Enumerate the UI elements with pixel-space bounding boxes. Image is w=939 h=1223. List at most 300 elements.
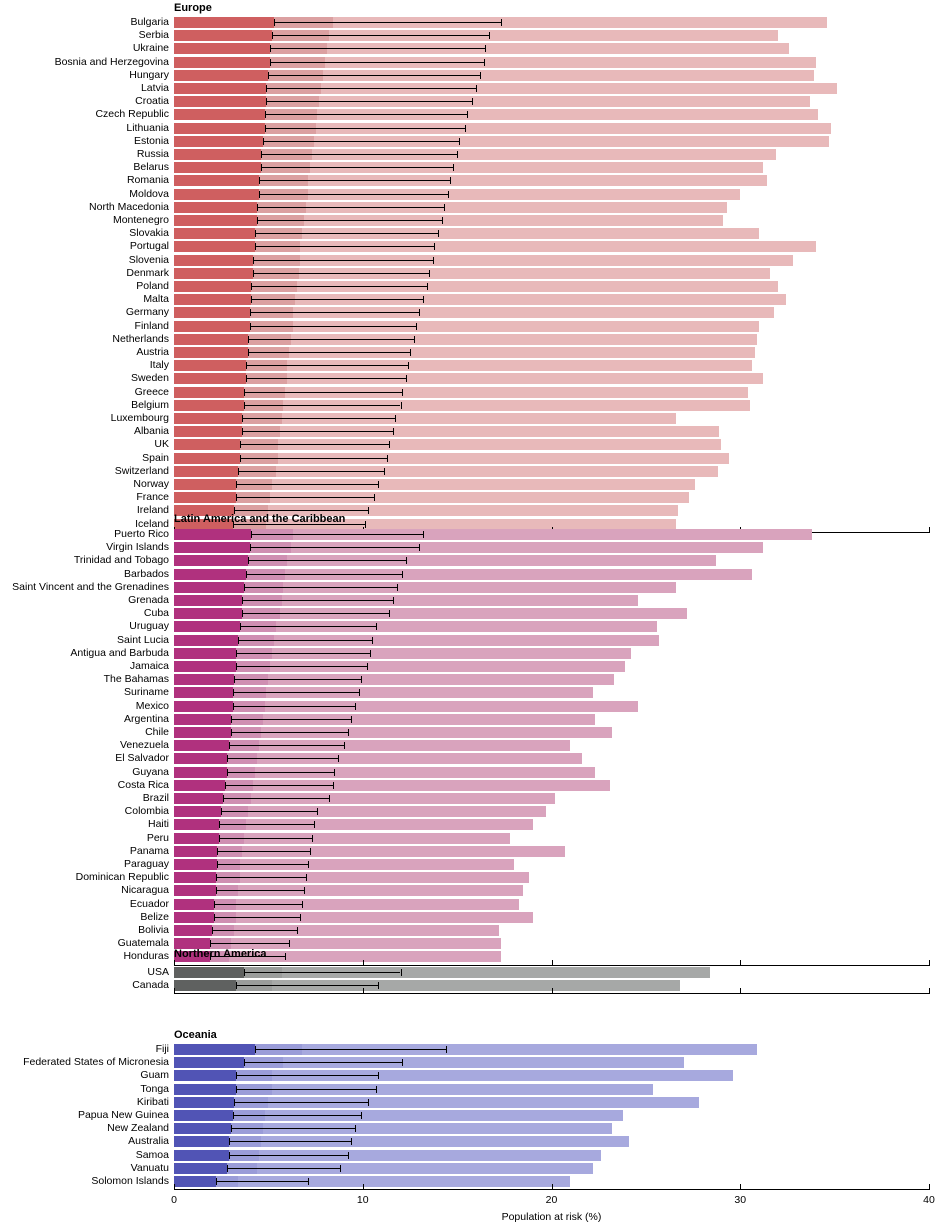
error-bar-cap xyxy=(236,481,237,488)
error-bar-cap xyxy=(370,650,371,657)
error-bar-cap xyxy=(248,349,249,356)
error-bar-cap xyxy=(255,1046,256,1053)
country-label: Belarus xyxy=(133,161,169,174)
error-bar-cap xyxy=(234,676,235,683)
error-bar-cap xyxy=(229,1152,230,1159)
error-bar-cap xyxy=(317,808,318,815)
error-bar-cap xyxy=(266,85,267,92)
error-bar-cap xyxy=(423,296,424,303)
country-label: New Zealand xyxy=(107,1122,169,1135)
error-bar-cap xyxy=(501,19,502,26)
country-label: Hungary xyxy=(129,68,169,81)
error-bar xyxy=(251,286,427,287)
error-bar xyxy=(236,1089,376,1090)
error-bar xyxy=(246,365,408,366)
bar-segment-dark xyxy=(174,912,214,923)
error-bar xyxy=(233,692,359,693)
error-bar-cap xyxy=(210,940,211,947)
error-bar xyxy=(234,679,360,680)
country-label: Grenada xyxy=(128,594,169,606)
error-bar-cap xyxy=(314,821,315,828)
error-bar-cap xyxy=(300,914,301,921)
error-bar-cap xyxy=(367,663,368,670)
bar-segment-dark xyxy=(174,307,250,318)
error-bar xyxy=(240,444,389,445)
country-label: Uruguay xyxy=(129,620,169,633)
x-axis-tick xyxy=(929,960,930,965)
error-bar xyxy=(236,1075,378,1076)
error-bar xyxy=(236,497,374,498)
error-bar-cap xyxy=(306,874,307,881)
error-bar-cap xyxy=(406,375,407,382)
error-bar-cap xyxy=(304,887,305,894)
error-bar-cap xyxy=(333,782,334,789)
error-bar xyxy=(225,785,333,786)
country-label: North Macedonia xyxy=(89,200,169,213)
error-bar-cap xyxy=(236,982,237,989)
error-bar-cap xyxy=(244,584,245,591)
country-label: Germany xyxy=(125,306,169,319)
country-label: Saint Vincent and the Grenadines xyxy=(12,580,169,593)
bar-segment-dark xyxy=(174,701,233,712)
bar-segment-dark xyxy=(174,967,244,978)
error-bar xyxy=(257,220,442,221)
error-bar xyxy=(265,114,467,115)
error-bar xyxy=(270,62,483,63)
bar-segment-dark xyxy=(174,268,253,279)
country-label: Guatemala xyxy=(117,937,169,950)
bar-segment-dark xyxy=(174,17,274,28)
bar-segment-dark xyxy=(174,1084,236,1095)
error-bar-cap xyxy=(216,874,217,881)
error-bar-cap xyxy=(387,455,388,462)
country-label: Solomon Islands xyxy=(91,1175,169,1187)
error-bar-cap xyxy=(310,848,311,855)
error-bar-cap xyxy=(442,217,443,224)
error-bar-cap xyxy=(253,257,254,264)
country-label: Nicaragua xyxy=(121,884,169,897)
x-axis-line xyxy=(174,1189,930,1190)
x-axis-tick xyxy=(929,1184,930,1189)
error-bar-cap xyxy=(242,597,243,604)
error-bar-cap xyxy=(244,969,245,976)
error-bar xyxy=(229,1155,348,1156)
error-bar xyxy=(266,88,476,89)
bar-segment-dark xyxy=(174,70,268,81)
country-label: Cuba xyxy=(143,607,169,620)
country-label: Slovenia xyxy=(128,253,169,266)
error-bar-cap xyxy=(368,507,369,514)
country-label: Suriname xyxy=(124,686,169,699)
error-bar xyxy=(248,352,410,353)
error-bar-cap xyxy=(266,98,267,105)
error-bar xyxy=(240,458,387,459)
bar-segment-dark xyxy=(174,413,242,424)
error-bar-cap xyxy=(214,901,215,908)
country-label: Malta xyxy=(143,293,169,306)
x-axis-tick xyxy=(363,1184,364,1189)
error-bar-cap xyxy=(427,283,428,290)
bar-segment-dark xyxy=(174,426,242,437)
country-label: Canada xyxy=(132,979,169,992)
bar-segment-dark xyxy=(174,1163,227,1174)
bar-segment-dark xyxy=(174,123,265,134)
error-bar xyxy=(217,864,308,865)
country-label: Colombia xyxy=(124,805,169,818)
bar-segment-dark xyxy=(174,1176,216,1187)
error-bar-cap xyxy=(414,336,415,343)
bar-segment-dark xyxy=(174,661,236,672)
bar-segment-dark xyxy=(174,57,270,68)
error-bar-cap xyxy=(251,531,252,538)
error-bar-cap xyxy=(263,138,264,145)
x-axis-tick xyxy=(740,988,741,993)
error-bar xyxy=(236,484,378,485)
error-bar-cap xyxy=(270,59,271,66)
error-bar xyxy=(253,260,432,261)
error-bar-cap xyxy=(227,1165,228,1172)
error-bar xyxy=(227,772,335,773)
x-axis-tick xyxy=(174,1184,175,1189)
bar-segment-dark xyxy=(174,453,240,464)
x-axis-tick-label: 10 xyxy=(356,1194,369,1207)
error-bar-cap xyxy=(212,927,213,934)
country-label: Barbados xyxy=(124,567,169,580)
error-bar xyxy=(261,167,454,168)
bar-segment-dark xyxy=(174,980,236,991)
error-bar-cap xyxy=(240,623,241,630)
panel-title: Oceania xyxy=(174,1029,217,1041)
error-bar-cap xyxy=(242,428,243,435)
error-bar xyxy=(227,758,338,759)
bar-segment-dark xyxy=(174,1110,233,1121)
error-bar xyxy=(229,1141,352,1142)
bar-segment-dark xyxy=(174,30,272,41)
error-bar-cap xyxy=(361,1112,362,1119)
error-bar-cap xyxy=(219,835,220,842)
country-label: Latvia xyxy=(140,82,169,94)
error-bar xyxy=(233,706,356,707)
error-bar-cap xyxy=(434,243,435,250)
country-label: Czech Republic xyxy=(95,108,169,121)
country-label: Slovakia xyxy=(129,227,169,240)
error-bar-cap xyxy=(465,125,466,132)
error-bar xyxy=(236,666,366,667)
bar-segment-dark xyxy=(174,1136,229,1147)
error-bar-cap xyxy=(265,111,266,118)
country-label: Venezuela xyxy=(119,739,169,752)
bar-segment-dark xyxy=(174,189,259,200)
error-bar-cap xyxy=(334,769,335,776)
error-bar-cap xyxy=(261,164,262,171)
error-bar-cap xyxy=(219,821,220,828)
error-bar-cap xyxy=(244,389,245,396)
bar-segment-dark xyxy=(174,215,257,226)
country-label: Portugal xyxy=(129,240,169,253)
error-bar-cap xyxy=(236,650,237,657)
error-bar-cap xyxy=(236,1072,237,1079)
bar-segment-dark xyxy=(174,555,248,566)
error-bar-cap xyxy=(374,494,375,501)
country-label: Peru xyxy=(146,831,169,844)
error-bar xyxy=(221,811,317,812)
error-bar xyxy=(265,128,465,129)
x-axis-tick xyxy=(174,988,175,993)
error-bar xyxy=(255,1049,446,1050)
country-label: Greece xyxy=(134,385,169,398)
bar-segment-dark xyxy=(174,321,250,332)
bar-segment-dark xyxy=(174,674,234,685)
country-label: Guyana xyxy=(132,765,169,778)
bar-segment-dark xyxy=(174,347,248,358)
error-bar-cap xyxy=(389,610,390,617)
error-bar-cap xyxy=(253,270,254,277)
country-label: Dominican Republic xyxy=(75,871,169,884)
error-bar-cap xyxy=(236,1086,237,1093)
error-bar xyxy=(216,1181,308,1182)
error-bar xyxy=(223,798,329,799)
error-bar-cap xyxy=(233,689,234,696)
error-bar-cap xyxy=(344,742,345,749)
error-bar-cap xyxy=(459,138,460,145)
error-bar-cap xyxy=(233,703,234,710)
error-bar-cap xyxy=(285,953,286,960)
error-bar-cap xyxy=(378,481,379,488)
error-bar-cap xyxy=(457,151,458,158)
error-bar-cap xyxy=(231,729,232,736)
error-bar xyxy=(250,326,416,327)
x-axis-tick xyxy=(740,960,741,965)
country-label: Honduras xyxy=(123,950,169,963)
error-bar xyxy=(236,653,370,654)
error-bar xyxy=(244,972,401,973)
x-axis-tick-label: 30 xyxy=(734,1194,747,1207)
x-axis-tick xyxy=(363,988,364,993)
bar-segment-dark xyxy=(174,175,259,186)
x-axis-title: Population at risk (%) xyxy=(501,1211,602,1223)
bar-segment-dark xyxy=(174,241,255,252)
bar-segment-dark xyxy=(174,846,217,857)
country-label: Sweden xyxy=(131,372,169,385)
bar-segment-dark xyxy=(174,806,221,817)
bar-segment-dark xyxy=(174,872,216,883)
country-label: Italy xyxy=(149,359,169,372)
error-bar-cap xyxy=(308,861,309,868)
error-bar xyxy=(259,194,448,195)
error-bar xyxy=(251,534,423,535)
country-label: Montenegro xyxy=(112,214,169,226)
country-label: Antigua and Barbuda xyxy=(70,646,169,659)
error-bar-cap xyxy=(231,1125,232,1132)
bar-segment-dark xyxy=(174,740,229,751)
error-bar-cap xyxy=(244,1059,245,1066)
panel-title: Europe xyxy=(174,2,212,14)
error-bar-cap xyxy=(429,270,430,277)
bar-segment-dark xyxy=(174,136,263,147)
error-bar xyxy=(246,378,406,379)
error-bar-cap xyxy=(446,1046,447,1053)
error-bar-cap xyxy=(416,323,417,330)
error-bar-cap xyxy=(408,362,409,369)
country-label: Albania xyxy=(133,425,169,438)
bar-segment-dark xyxy=(174,479,236,490)
bar-segment-dark xyxy=(174,202,257,213)
error-bar-cap xyxy=(476,85,477,92)
error-bar xyxy=(268,75,479,76)
error-bar-cap xyxy=(251,296,252,303)
error-bar-cap xyxy=(236,494,237,501)
bar-segment-dark xyxy=(174,608,242,619)
x-axis-line xyxy=(174,993,930,994)
error-bar-cap xyxy=(242,610,243,617)
error-bar-cap xyxy=(265,125,266,132)
panel-title: Northern America xyxy=(174,948,267,960)
country-label: Ireland xyxy=(136,504,169,517)
error-bar xyxy=(219,838,311,839)
error-bar xyxy=(251,299,423,300)
country-label: Estonia xyxy=(133,134,169,147)
error-bar-cap xyxy=(233,1112,234,1119)
bar-segment-dark xyxy=(174,162,261,173)
error-bar-cap xyxy=(393,597,394,604)
error-bar xyxy=(266,101,472,102)
country-label: Australia xyxy=(128,1135,169,1148)
country-label: Spain xyxy=(142,451,169,464)
error-bar-cap xyxy=(402,1059,403,1066)
error-bar xyxy=(212,930,297,931)
error-bar-cap xyxy=(368,1099,369,1106)
country-label: Switzerland xyxy=(114,464,169,477)
error-bar-cap xyxy=(302,901,303,908)
country-label: Denmark xyxy=(126,266,169,279)
x-axis-tick xyxy=(552,960,553,965)
error-bar-cap xyxy=(270,45,271,52)
error-bar-cap xyxy=(351,1138,352,1145)
bar-segment-dark xyxy=(174,294,251,305)
country-label: USA xyxy=(147,966,169,978)
country-label: Bulgaria xyxy=(130,16,169,28)
country-label: Fiji xyxy=(155,1043,169,1055)
error-bar-cap xyxy=(423,531,424,538)
x-axis-tick xyxy=(740,1184,741,1189)
error-bar-cap xyxy=(216,887,217,894)
error-bar-cap xyxy=(448,191,449,198)
error-bar-cap xyxy=(216,1178,217,1185)
bar-segment-dark xyxy=(174,925,212,936)
country-label: Iceland xyxy=(135,517,169,530)
error-bar xyxy=(214,917,301,918)
error-bar-cap xyxy=(255,243,256,250)
error-bar xyxy=(270,48,485,49)
error-bar-cap xyxy=(308,1178,309,1185)
country-label: The Bahamas xyxy=(103,673,169,686)
country-label: Puerto Rico xyxy=(114,528,169,540)
error-bar-cap xyxy=(227,769,228,776)
error-bar-cap xyxy=(438,230,439,237)
error-bar-cap xyxy=(248,557,249,564)
error-bar-cap xyxy=(250,544,251,551)
country-label: Belize xyxy=(140,910,169,923)
error-bar xyxy=(242,613,389,614)
country-label: Virgin Islands xyxy=(106,541,169,554)
country-label: Kiribati xyxy=(136,1095,169,1108)
country-label: Jamaica xyxy=(129,660,169,672)
error-bar-cap xyxy=(378,1072,379,1079)
bar-segment-dark xyxy=(174,228,255,239)
country-label: Vanuatu xyxy=(130,1161,169,1174)
error-bar xyxy=(257,207,444,208)
error-bar-cap xyxy=(238,637,239,644)
error-bar-cap xyxy=(365,521,366,528)
error-bar-cap xyxy=(238,468,239,475)
error-bar-cap xyxy=(355,703,356,710)
error-bar xyxy=(244,405,401,406)
error-bar-cap xyxy=(444,204,445,211)
x-axis-tick xyxy=(552,988,553,993)
error-bar xyxy=(250,312,420,313)
x-axis-tick xyxy=(174,960,175,965)
error-bar-cap xyxy=(251,283,252,290)
country-label: Norway xyxy=(133,478,169,490)
country-label: Bosnia and Herzegovina xyxy=(54,55,169,68)
error-bar-cap xyxy=(234,1099,235,1106)
bar-segment-dark xyxy=(174,767,227,778)
error-bar-cap xyxy=(376,623,377,630)
country-label: Papua New Guinea xyxy=(77,1109,169,1121)
error-bar xyxy=(242,418,395,419)
bar-segment-dark xyxy=(174,109,265,120)
error-bar-cap xyxy=(359,689,360,696)
country-label: Lithuania xyxy=(126,121,169,134)
error-bar-cap xyxy=(348,1152,349,1159)
bar-segment-dark xyxy=(174,400,244,411)
country-label: Chile xyxy=(145,726,169,738)
error-bar-cap xyxy=(406,557,407,564)
country-label: Paraguay xyxy=(124,858,169,870)
error-bar xyxy=(219,824,313,825)
country-label: Costa Rica xyxy=(117,778,169,791)
country-label: France xyxy=(136,491,169,504)
error-bar-cap xyxy=(472,98,473,105)
error-bar-cap xyxy=(355,1125,356,1132)
bar-segment-dark xyxy=(174,1057,244,1068)
country-label: Argentina xyxy=(124,712,169,725)
error-bar xyxy=(229,745,344,746)
error-bar-cap xyxy=(246,571,247,578)
country-label: Luxembourg xyxy=(110,412,169,424)
country-label: Poland xyxy=(136,280,169,292)
bar-segment-dark xyxy=(174,83,266,94)
error-bar xyxy=(238,471,383,472)
country-label: UK xyxy=(154,438,169,451)
error-bar xyxy=(250,547,420,548)
error-bar xyxy=(231,732,348,733)
error-bar xyxy=(210,943,289,944)
error-bar xyxy=(244,587,397,588)
error-bar xyxy=(244,1062,403,1063)
error-bar-cap xyxy=(259,191,260,198)
error-bar xyxy=(272,35,489,36)
bar-segment-dark xyxy=(174,727,231,738)
country-label: Ukraine xyxy=(132,42,169,55)
country-label: Bolivia xyxy=(138,924,169,936)
country-label: Panama xyxy=(129,844,169,857)
error-bar xyxy=(253,273,429,274)
country-label: Brazil xyxy=(142,792,169,804)
x-axis-tick-label: 0 xyxy=(171,1194,177,1207)
error-bar-cap xyxy=(312,835,313,842)
error-bar-cap xyxy=(384,468,385,475)
